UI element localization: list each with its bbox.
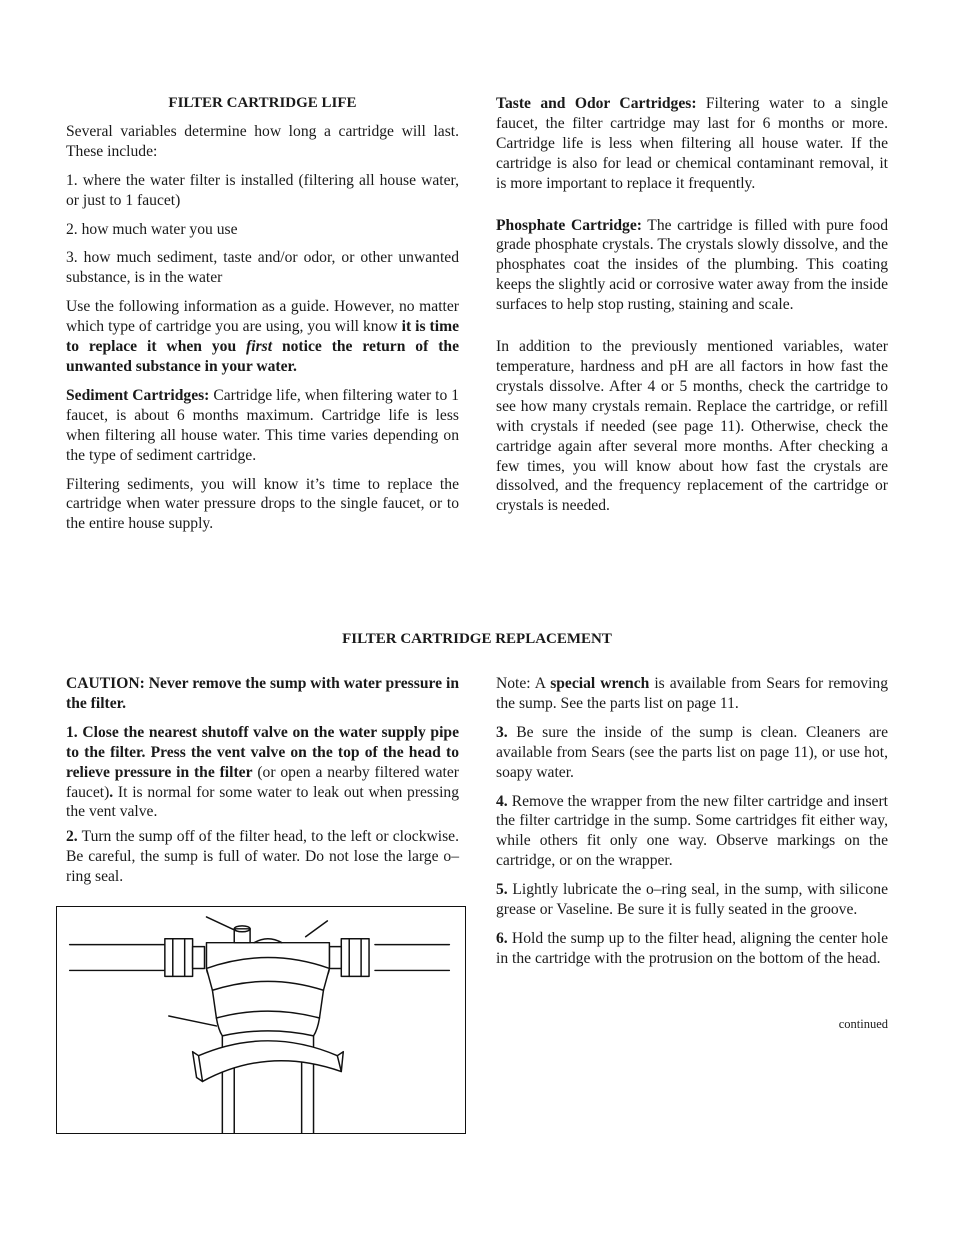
list-item: 2. how much water you use [66, 220, 238, 238]
guide-emphasis: first [246, 338, 273, 356]
phosphate-paragraph [496, 216, 888, 316]
section-heading-replacement: FILTER CARTRIDGE REPLACEMENT [342, 631, 612, 647]
guide-bold-text-2: notice the return of the unwanted substance in your water. [66, 338, 459, 375]
step-1-paragraph [66, 723, 459, 823]
filter-life-left-column [66, 94, 459, 543]
special-wrench-label: special wrench [550, 675, 650, 692]
note-text-2: is available from Sears for removing the sump. See the parts list on page 11. [496, 675, 889, 712]
replacement-right-column [496, 674, 888, 978]
sediment-paragraph-2: Filtering sediments, you will know it’s time to replace the cartridge when water pressure drops to the single faucet, or to the entire house supply. [66, 475, 459, 533]
caution-paragraph: CAUTION: Never remove the sump with water pressure in the filter. [66, 675, 459, 712]
phosphate-label: Phosphate Cartridge: [496, 216, 642, 234]
step-1-period: . [109, 783, 114, 801]
step-6-text: Hold the sump up to the filter head, aligning the center hole in the cartridge with the protrusion on the bottom of the head. [496, 929, 888, 967]
taste-odor-paragraph [496, 94, 888, 194]
guide-paragraph [66, 297, 459, 377]
note-paragraph [496, 674, 888, 714]
step-1-bold: 1. Close the nearest shutoff valve on the water supply pipe to the filter. Press the vent valve on the top of the head to relieve pressure in the filter [66, 723, 459, 781]
intro-paragraph: Several variables determine how long a cartridge will last. These include: [66, 122, 459, 160]
step-2-number: 2. [66, 828, 78, 846]
filter-illustration [56, 906, 466, 1134]
step-1-text-2: It is normal for some water to leak out when pressing the vent valve. [66, 783, 459, 821]
sediment-paragraph [66, 386, 459, 466]
list-item: 1. where the water filter is installed (filtering all house water, or just to 1 faucet) [66, 171, 459, 209]
phosphate-text: The cartridge is filled with pure food grade phosphate crystals. The crystals slowly dissolve, and the phosphates coat the insides of the plumbing. This coating keeps the slightly acid or corrosive water away from the inside surfaces to help stop rusting, staining and scale. [496, 216, 888, 314]
step-6-paragraph [496, 929, 888, 969]
taste-odor-text: Filtering water to a single faucet, the filter cartridge may last for 6 months or more. Cartridge life is less when filtering all house water. If the cartridge is also for lead or chemical contaminant removal, it is more important to replace it frequently. [496, 95, 888, 192]
filter-life-right-column [496, 94, 888, 525]
guide-bold-text: it is time to replace it when you [66, 318, 459, 356]
step-5-number: 5. [496, 881, 508, 899]
guide-text: Use the following information as a guide. However, no matter which type of cartridge you are using, you will know [66, 298, 459, 336]
note-text: Note: A [496, 675, 551, 692]
step-4-paragraph [496, 792, 888, 872]
sediment-label: Sediment Cartridges: [66, 386, 210, 404]
step-3-text: Be sure the inside of the sump is clean. Cleaners are available from Sears (see the parts list on page 11), or use hot, soapy water. [496, 723, 888, 781]
list-item: 3. how much sediment, taste and/or odor, or other unwanted substance, is in the water [66, 249, 459, 287]
step-3-number: 3. [496, 723, 508, 741]
step-2-text: Turn the sump off of the filter head, to the left or clockwise. Be careful, the sump is full of water. Do not lose the large o–ring seal. [66, 828, 459, 886]
filter-housing-drawing [57, 907, 465, 1133]
additional-variables-paragraph: In addition to the previously mentioned variables, water temperature, hardness and pH are all factors in how fast the crystals dissolve. After 4 or 5 months, check the cartridge to see how many crystals remain. Replace the cartridge, or refill with crystals if needed (see page 11). Otherwise, check the cartridge again after several more months. After checking a few times, you will know about how fast the crystals are dissolved, and the frequency replacement of the cartridge or crystals is needed. [496, 338, 888, 515]
step-1-text: (or open a nearby filtered water faucet) [66, 763, 459, 801]
replacement-left-column [66, 674, 459, 896]
sediment-text: Cartridge life, when filtering water to 1 faucet, is about 6 months maximum. Cartridge life is less when filtering all house water. This time varies depending on the type of sediment cartridge. [66, 386, 459, 464]
step-6-number: 6. [496, 929, 508, 947]
step-2-paragraph [66, 827, 459, 887]
continued-label: continued [838, 1017, 888, 1031]
step-3-paragraph [496, 723, 888, 783]
step-4-number: 4. [496, 792, 508, 810]
taste-odor-label: Taste and Odor Cartridges: [496, 95, 697, 112]
step-5-paragraph [496, 880, 888, 920]
step-5-text: Lightly lubricate the o–ring seal, in the sump, with silicone grease or Vaseline. Be sure it is fully seated in the groove. [496, 881, 888, 919]
section-heading-filter-life: FILTER CARTRIDGE LIFE [168, 95, 357, 111]
step-4-text: Remove the wrapper from the new filter cartridge and insert the filter cartridge in the sump. Some cartridges fit either way, while others fit only one way. Observe markings on the cartridge, or on the wrapper. [496, 792, 888, 870]
